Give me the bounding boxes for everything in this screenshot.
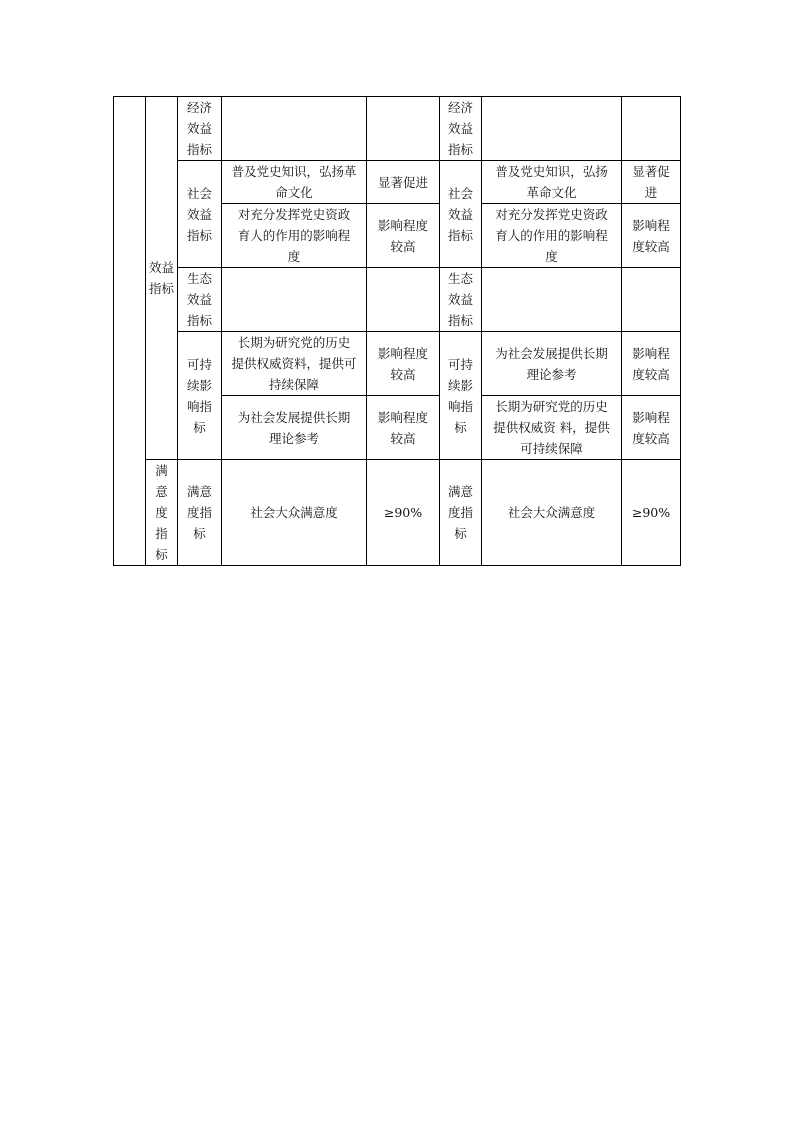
economic-benefit-content-right (482, 97, 622, 161)
benefit-indicator-label: 效益 指标 (146, 97, 178, 460)
table-row-social-1 (114, 161, 681, 204)
sustainable-impact-value-1-left: 影响程度 较高 (367, 332, 440, 396)
table-row-economic (114, 97, 681, 161)
ecological-benefit-content-right (482, 268, 622, 332)
ecological-benefit-value-right (622, 268, 681, 332)
economic-benefit-label-right: 经济 效益 指标 (440, 97, 482, 161)
sustainable-impact-content-1-left: 长期为研究党的历史 提供权威资料，提供可 持续保障 (222, 332, 367, 396)
satisfaction-content-right: 社会大众满意度 (482, 460, 622, 566)
social-benefit-value-1-right: 显著促 进 (622, 161, 681, 204)
ecological-benefit-label-left: 生态 效益 指标 (178, 268, 222, 332)
table-row-satisfaction (114, 460, 681, 566)
sustainable-impact-label-right: 可持 续影 响指 标 (440, 332, 482, 460)
social-benefit-value-2-left: 影响程度 较高 (367, 204, 440, 268)
sustainable-impact-value-2-right: 影响程 度较高 (622, 396, 681, 460)
social-benefit-content-1-left: 普及党史知识，弘扬革 命文化 (222, 161, 367, 204)
ecological-benefit-value-left (367, 268, 440, 332)
social-benefit-content-2-right: 对充分发挥党史资政 育人的作用的影响程 度 (482, 204, 622, 268)
social-benefit-content-1-right: 普及党史知识，弘扬 革命文化 (482, 161, 622, 204)
sustainable-impact-content-2-left: 为社会发展提供长期 理论参考 (222, 396, 367, 460)
ecological-benefit-label-right: 生态 效益 指标 (440, 268, 482, 332)
social-benefit-label-right: 社会 效益 指标 (440, 161, 482, 268)
table-row-ecological (114, 268, 681, 332)
economic-benefit-value-left (367, 97, 440, 161)
table-row-sustainable-1 (114, 332, 681, 396)
sustainable-impact-value-2-left: 影响程度 较高 (367, 396, 440, 460)
ecological-benefit-content-left (222, 268, 367, 332)
satisfaction-value-left: ≥90% (367, 460, 440, 566)
satisfaction-indicator-label: 满 意 度 指 标 (146, 460, 178, 566)
performance-indicator-table (113, 96, 681, 566)
satisfaction-value-right: ≥90% (622, 460, 681, 566)
satisfaction-label-right: 满意 度指 标 (440, 460, 482, 566)
social-benefit-label-left: 社会 效益 指标 (178, 161, 222, 268)
economic-benefit-value-right (622, 97, 681, 161)
economic-benefit-label-left: 经济 效益 指标 (178, 97, 222, 161)
satisfaction-label-left: 满意 度指 标 (178, 460, 222, 566)
sustainable-impact-label-left: 可持 续影 响指 标 (178, 332, 222, 460)
social-benefit-content-2-left: 对充分发挥党史资政 育人的作用的影响程 度 (222, 204, 367, 268)
economic-benefit-content-left (222, 97, 367, 161)
satisfaction-content-left: 社会大众满意度 (222, 460, 367, 566)
social-benefit-value-2-right: 影响程 度较高 (622, 204, 681, 268)
first-level-indicator-cell (114, 97, 146, 566)
sustainable-impact-value-1-right: 影响程 度较高 (622, 332, 681, 396)
sustainable-impact-content-2-right: 长期为研究党的历史 提供权威资 料，提供 可持续保障 (482, 396, 622, 460)
sustainable-impact-content-1-right: 为社会发展提供长期 理论参考 (482, 332, 622, 396)
social-benefit-value-1-left: 显著促进 (367, 161, 440, 204)
